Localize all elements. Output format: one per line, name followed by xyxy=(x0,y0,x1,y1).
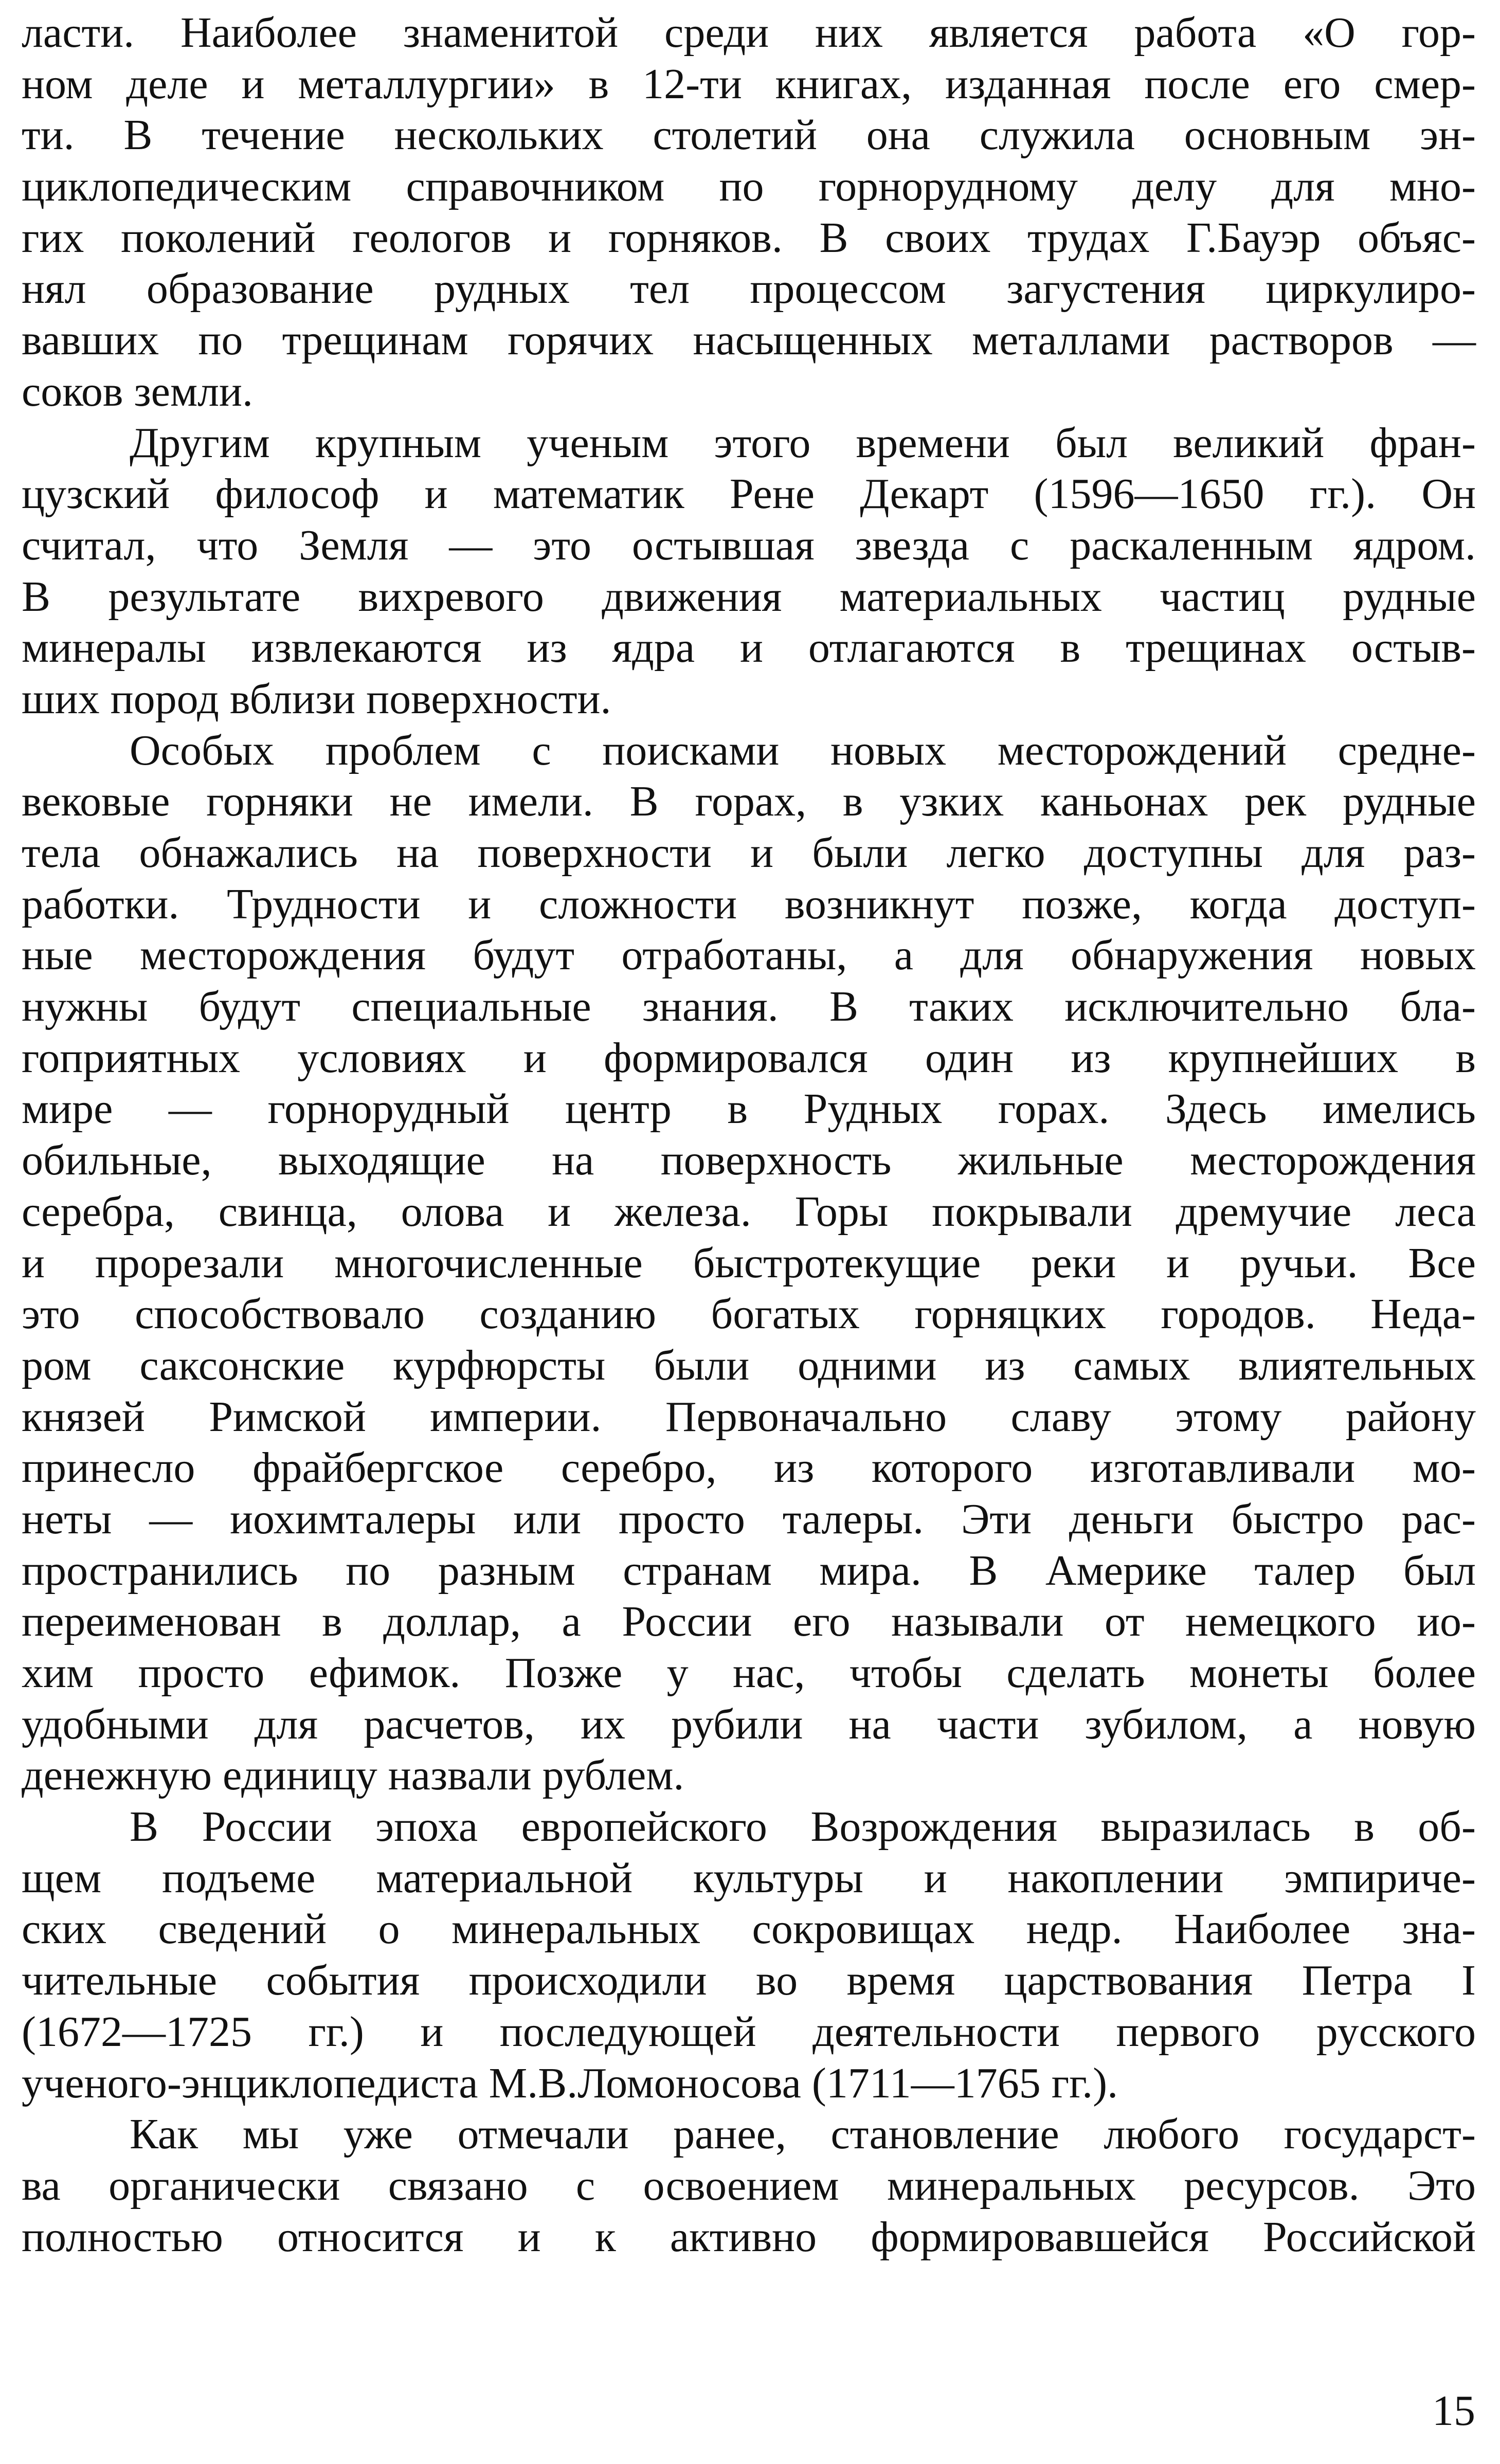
text-line: князей Римской империи. Первоначально славу этому району xyxy=(22,1392,1476,1441)
paragraph xyxy=(22,418,1476,725)
text-line: ва органически связано с освоением минеральных ресурсов. Это xyxy=(22,2161,1476,2209)
text-line: удобными для расчетов, их рубили на части зубилом, а новую xyxy=(22,1700,1476,1748)
text-line: мире — горнорудный центр в Рудных горах. Здесь имелись xyxy=(22,1085,1476,1133)
text-line: переименован в доллар, а России его называли от немецкого ио- xyxy=(22,1598,1476,1646)
text-line: чительные события происходили во время царствования Петра I xyxy=(22,1956,1476,2005)
text-line: циклопедическим справочником по горнорудному делу для мно- xyxy=(22,162,1476,211)
text-line: ном деле и металлургии» в 12-ти книгах, изданная после его смер- xyxy=(22,60,1476,108)
text-line: работки. Трудности и сложности возникнут позже, когда доступ- xyxy=(22,880,1476,928)
text-line: минералы извлекаются из ядра и отлагаются в трещинах остыв- xyxy=(22,624,1476,672)
text-line: считал, что Земля — это остывшая звезда с раскаленным ядром. xyxy=(22,521,1476,569)
text-line: ласти. Наиболее знаменитой среди них является работа «О гор- xyxy=(22,9,1476,57)
text-line: В результате вихревого движения материальных частиц рудные xyxy=(22,572,1476,621)
text-line: ром саксонские курфюрсты были одними из самых влиятельных xyxy=(22,1341,1476,1389)
text-line: (1672—1725 гг.) и последующей деятельности первого русского xyxy=(22,2007,1476,2056)
text-line: нужны будут специальные знания. В таких исключительно бла- xyxy=(22,983,1476,1031)
text-line: Особых проблем с поисками новых месторождений средне- xyxy=(130,726,1476,774)
text-line: неты — иохимталеры или просто талеры. Эти деньги быстро рас- xyxy=(22,1495,1476,1543)
paragraph xyxy=(22,2109,1476,2262)
text-line: ших пород вблизи поверхности. xyxy=(22,675,611,723)
text-line: цузский философ и математик Рене Декарт (1596—1650 гг.). Он xyxy=(22,470,1476,518)
text-line: ти. В течение нескольких столетий она служила основным эн- xyxy=(22,111,1476,159)
text-line: денежную единицу назвали рублем. xyxy=(22,1751,684,1800)
paragraph xyxy=(22,725,1476,1801)
text-line: ные месторождения будут отработаны, а для обнаружения новых xyxy=(22,931,1476,980)
text-line: пространились по разным странам мира. В Америке талер был xyxy=(22,1546,1476,1595)
text-line: нял образование рудных тел процессом загустения циркулиро- xyxy=(22,265,1476,313)
text-line: ских сведений о минеральных сокровищах недр. Наиболее зна- xyxy=(22,1905,1476,1953)
text-line: вековые горняки не имели. В горах, в узких каньонах рек рудные xyxy=(22,777,1476,826)
text-line: вавших по трещинам горячих насыщенных металлами растворов — xyxy=(22,316,1476,365)
text-line: тела обнажались на поверхности и были легко доступны для раз- xyxy=(22,829,1476,877)
paragraph xyxy=(22,7,1476,418)
text-line: серебра, свинца, олова и железа. Горы покрывали дремучие леса xyxy=(22,1187,1476,1236)
text-line: щем подъеме материальной культуры и накоплении эмпириче- xyxy=(22,1854,1476,1902)
text-line: Как мы уже отмечали ранее, становление любого государст- xyxy=(130,2110,1476,2159)
paragraph xyxy=(22,1801,1476,2109)
text-line: хим просто ефимок. Позже у нас, чтобы сделать монеты более xyxy=(22,1649,1476,1697)
text-line: гоприятных условиях и формировался один из крупнейших в xyxy=(22,1034,1476,1082)
text-line: гих поколений геологов и горняков. В своих трудах Г.Бауэр объяс- xyxy=(22,213,1476,262)
page-number: 15 xyxy=(1432,2387,1475,2435)
text-line: ученого-энциклопедиста М.В.Ломоносова (1711—1765 гг.). xyxy=(22,2059,1118,2107)
text-line: полностью относится и к активно формировавшейся Российской xyxy=(22,2213,1476,2261)
text-line: обильные, выходящие на поверхность жильные месторождения xyxy=(22,1136,1476,1185)
text-line: В России эпоха европейского Возрождения выразилась в об- xyxy=(130,1803,1476,1851)
text-line: соков земли. xyxy=(22,367,253,415)
text-line: Другим крупным ученым этого времени был великий фран- xyxy=(130,419,1476,467)
text-line: это способствовало созданию богатых горняцких городов. Неда- xyxy=(22,1290,1476,1338)
body-text xyxy=(22,7,1476,2262)
text-line: и прорезали многочисленные быстротекущие реки и ручьи. Все xyxy=(22,1239,1476,1287)
text-line: принесло фрайбергское серебро, из которого изготавливали мо- xyxy=(22,1444,1476,1492)
